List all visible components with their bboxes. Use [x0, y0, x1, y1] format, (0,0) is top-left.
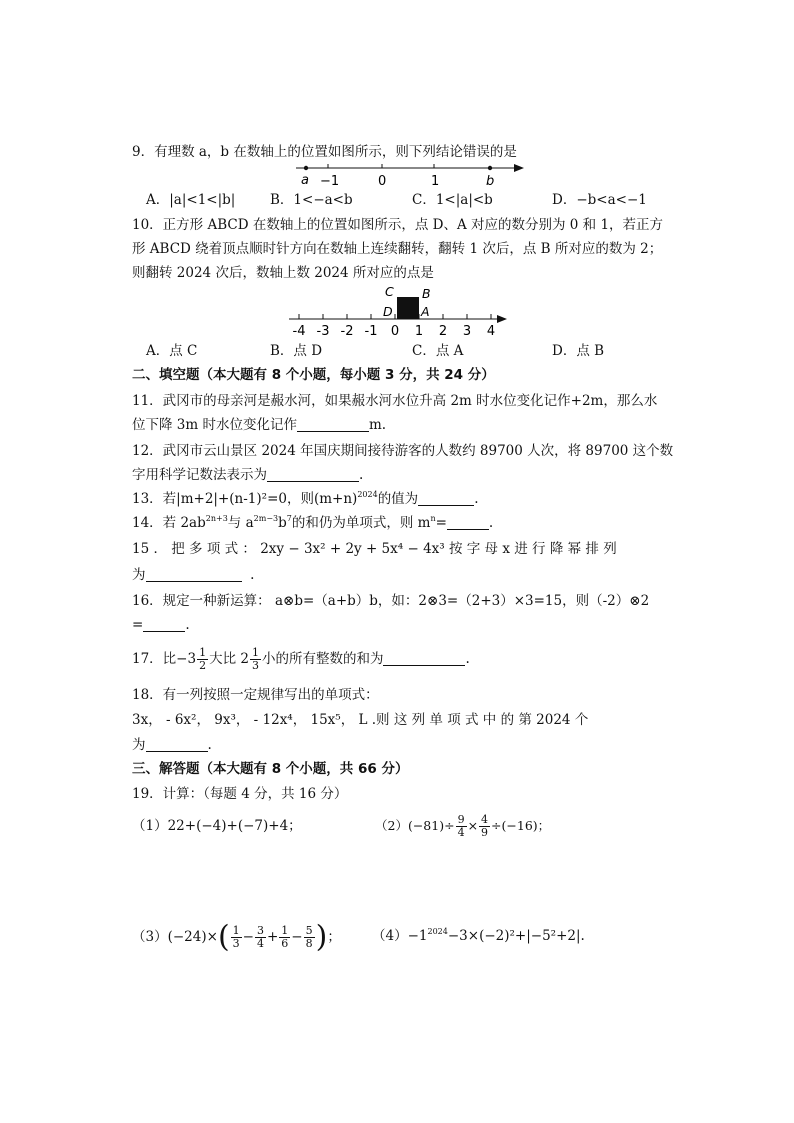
q12-line1: 12．武冈市云山景区 2024 年国庆期间接待游客的人数约 89700 人次，将 89700 这个数 — [132, 443, 674, 459]
q18-line1: 18．有一列按照一定规律写出的单项式： — [132, 687, 379, 703]
q10-vertex-b: B — [422, 286, 431, 301]
q9-axis-label-neg1: −1 — [320, 174, 340, 189]
q19-part3-text-a: （3）(−24)× — [132, 929, 218, 945]
q10-tick-label: 2 — [438, 324, 448, 339]
q19-part3-op-1: − — [242, 929, 254, 945]
q10-line2: 形 ABCD 绕着顶点顺时针方向在数轴上连续翻转，翻转 1 次后，点 B 所对应的数为 2； — [132, 241, 663, 257]
q16-answer-blank[interactable] — [143, 617, 185, 632]
q19-part3-fraction-4: $\frac{5}{8}$ — [305, 924, 313, 950]
q14-answer-blank[interactable] — [447, 515, 489, 530]
q15-text: 为 — [132, 567, 146, 583]
q14-text-a: 14．若 2ab — [132, 515, 206, 531]
q18-text: 为 — [132, 737, 146, 753]
q19-part3 — [132, 918, 341, 956]
q14-text-d: 的和仍为单项式，则 m — [291, 515, 431, 531]
q10-tick-label: -2 — [340, 324, 354, 339]
q19-part3-op-2: + — [266, 929, 279, 945]
q10-tick-label: -3 — [316, 324, 330, 339]
q9-option-d[interactable]: D．−b<a<−1 — [552, 192, 647, 208]
q18-answer-blank[interactable] — [146, 737, 208, 752]
q16-period: . — [185, 617, 190, 633]
q10-line1: 10．正方形 ABCD 在数轴上的位置如图所示，点 D、A 对应的数分别为 0 和 1，若正方 — [132, 217, 664, 233]
q17-text-b: 大比 2 — [209, 651, 249, 667]
q18-line2: 3x， - 6x²， 9x³， - 12x⁴， 15x⁵， L .则 这 列 单 项 式 中 的 第 2024 个 — [132, 712, 589, 728]
q15-line1: 15 ． 把 多 项 式 ： 2xy − 3x² + 2y + 5x⁴ − 4x³ 按 字 母 x 进 行 降 幂 排 列 — [132, 541, 617, 557]
q19-part2 — [375, 810, 550, 842]
q19-part2-fraction-2: $\frac{4}{9}$ — [481, 813, 489, 839]
q19-part2-text-a: （2）(−81)÷ — [375, 818, 455, 833]
q17-period: . — [465, 651, 470, 667]
q10-tick-label: -1 — [364, 324, 378, 339]
q9-stem: 9．有理数 a，b 在数轴上的位置如图所示，则下列结论错误的是 — [132, 144, 517, 160]
q18-period: . — [207, 737, 212, 753]
q10-vertex-c: C — [385, 284, 394, 299]
q13-period: . — [474, 491, 479, 507]
q10-option-a[interactable]: A．点 C — [146, 343, 198, 359]
q11-unit: m. — [368, 417, 387, 433]
q14-text-b: 与 a — [227, 515, 254, 531]
q19-part4-exponent: 2024 — [427, 927, 448, 936]
q17-text-a: 17．比−3 — [132, 651, 197, 667]
q10-vertex-a: A — [421, 304, 430, 319]
q19-part3-left-paren: ( — [217, 919, 230, 955]
section-3-heading: 三、解答题（本大题有 8 个小题，共 66 分） — [132, 761, 409, 777]
q17-text-c: 小的所有整数的和为 — [261, 651, 384, 667]
q10-tick-label: 4 — [486, 324, 496, 339]
section-2-heading: 二、填空题（本大题有 8 个小题，每小题 3 分，共 24 分） — [132, 367, 495, 383]
q9-option-b[interactable]: B．1<−a<b — [270, 192, 353, 208]
q12-answer-blank[interactable] — [267, 467, 359, 482]
q19-part2-text-b: × — [467, 818, 479, 833]
q19-part4-text-b: −3×(−2)²+|−5²+2|. — [447, 928, 585, 944]
q13-line — [132, 489, 478, 509]
q9-option-c[interactable]: C．1<|a|<b — [412, 192, 493, 208]
q10-vertex-d: D — [383, 304, 393, 319]
q19-part1: （1）22+(−4)+(−7)+4； — [132, 818, 302, 834]
q14-line — [132, 513, 493, 533]
q10-option-b[interactable]: B．点 D — [270, 343, 323, 359]
q19-part3-right-paren: ) — [315, 919, 328, 955]
q14-exp4: n — [430, 514, 436, 523]
q14-text-e: = — [435, 515, 447, 531]
q10-option-d[interactable]: D．点 B — [552, 343, 605, 359]
q18-line3 — [132, 735, 212, 755]
q14-text-c: b — [278, 515, 287, 531]
q14-exp1: 2n+3 — [205, 514, 228, 523]
q9-number-line — [292, 160, 532, 190]
q17-fraction-1: $\frac{1}{2}$ — [199, 646, 207, 672]
q19-part3-op-3: − — [291, 929, 303, 945]
q13-exponent: 2024 — [357, 490, 378, 499]
q17-answer-blank[interactable] — [383, 651, 465, 666]
q19-part3-fraction-1: $\frac{1}{3}$ — [232, 924, 240, 950]
q17-fraction-2: $\frac{1}{3}$ — [251, 646, 259, 672]
q14-period: . — [488, 515, 494, 531]
q9-axis-label-b: b — [486, 174, 495, 189]
q16-line2 — [132, 615, 190, 635]
q15-answer-blank[interactable] — [146, 567, 242, 582]
q9-option-a[interactable]: A．|a|<1<|b| — [146, 192, 236, 208]
q10-tick-label: -4 — [292, 324, 306, 339]
q12-line2 — [132, 465, 363, 485]
q10-tick-label: 0 — [390, 324, 400, 339]
q13-answer-blank[interactable] — [418, 491, 474, 506]
q9-axis-label-0: 0 — [378, 174, 387, 189]
q19-part3-text-b: ； — [327, 929, 341, 945]
q19-part2-fraction-1: $\frac{9}{4}$ — [457, 813, 465, 839]
q12-period: . — [359, 467, 364, 483]
q11-line2 — [132, 415, 386, 435]
q19-title: 19．计算：（每题 4 分，共 16 分） — [132, 786, 348, 802]
q12-text: 字用科学记数法表示为 — [132, 467, 267, 483]
q11-text: 位下降 3m 时水位变化记作 — [132, 417, 297, 433]
q19-part2-text-c: ÷(−16)； — [491, 818, 551, 833]
q15-line2 — [132, 565, 254, 585]
q13-text-a: 13．若|m+2|+(n-1)²=0，则(m+n) — [132, 491, 358, 507]
q19-part3-fraction-3: $\frac{1}{6}$ — [281, 924, 289, 950]
q9-axis-label-1: 1 — [431, 174, 440, 189]
q10-line3: 则翻转 2024 次后，数轴上数 2024 所对应的点是 — [132, 265, 434, 281]
q11-line1: 11．武冈市的母亲河是赧水河，如果赧水河水位升高 2m 时水位变化记作+2m，那么水 — [132, 393, 658, 409]
q11-answer-blank[interactable] — [297, 417, 369, 432]
q13-text-b: 的值为 — [377, 491, 419, 507]
q15-period: . — [250, 567, 255, 583]
q14-exp3: 7 — [286, 514, 292, 523]
q10-tick-label: 3 — [462, 324, 472, 339]
q19-part4-text-a: （4）−1 — [372, 928, 428, 944]
q10-tick-label: 1 — [414, 324, 424, 339]
q19-part4 — [372, 926, 585, 946]
q9-axis-label-a: a — [301, 173, 309, 188]
q14-exp2: 2m−3 — [253, 514, 279, 523]
q17-line — [132, 643, 470, 675]
q16-line1: 16．规定一种新运算： a⊗b=（a+b）b，如：2⊗3=（2+3）×3=15，则（-2）⊗2 — [132, 593, 650, 609]
q19-part3-fraction-2: $\frac{3}{4}$ — [256, 924, 264, 950]
q10-number-line — [285, 283, 525, 343]
q16-text: = — [132, 617, 144, 633]
q10-option-c[interactable]: C．点 A — [412, 343, 464, 359]
